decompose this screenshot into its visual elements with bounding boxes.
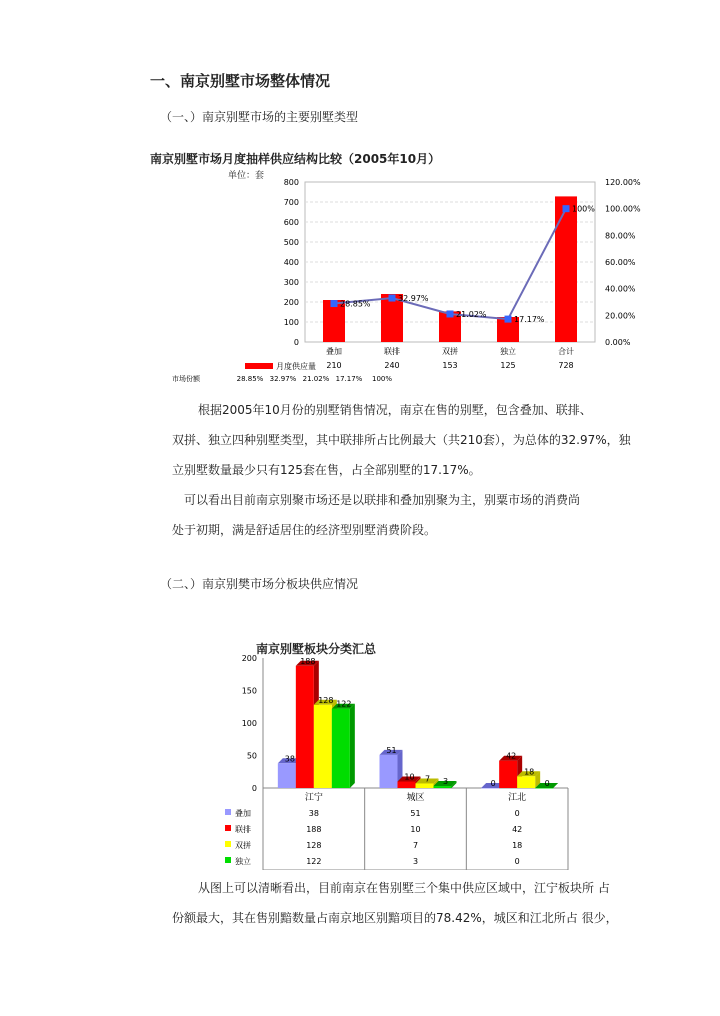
y-tick-label: 500 [283, 238, 299, 247]
y-tick-label: 600 [283, 218, 299, 227]
chart2-title: 南京别墅板块分类汇总 [256, 642, 377, 656]
y-tick-label: 0 [251, 784, 257, 793]
paragraph-line: 份额最大，其在售别黯数量占南京地区别黯项目的78.42%，城区和江北所占 很少， [172, 911, 618, 925]
supply-structure-chart [150, 172, 680, 387]
share-row-value: 28.85% [236, 375, 264, 383]
y2-tick-label: 80.00% [605, 231, 636, 241]
share-point-label: 100% [572, 204, 595, 214]
y-tick-label: 300 [283, 278, 299, 287]
y-tick-label: 50 [246, 751, 257, 761]
bar [278, 763, 296, 788]
table-cell: 7 [412, 841, 419, 850]
y2-tick-label: 100.00% [605, 204, 641, 214]
share-row-value: 21.02% [302, 375, 330, 383]
legend-label: 联排 [235, 825, 251, 834]
legend-swatch [225, 857, 231, 863]
bar [416, 783, 434, 788]
x-tick-label: 独立 [500, 347, 516, 356]
x-tick-label: 双拼 [442, 347, 458, 356]
share-point-label: 32.97% [398, 294, 429, 304]
bar-value-label: 0 [544, 779, 550, 788]
paragraph-line: 处于初期，满是舒适居住的经济型别墅消费阶段。 [172, 523, 437, 537]
paragraph-line: 立别墅数量最少只有125套在售，占全部别墅的17.17%。 [172, 463, 481, 477]
table-cell: 51 [410, 809, 421, 818]
y2-tick-label: 60.00% [605, 258, 636, 267]
subsection-heading-types: （一、）南京别墅市场的主要别墅类型 [160, 110, 359, 124]
table-cell: 122 [306, 857, 322, 866]
x-tick-label: 联排 [384, 347, 400, 356]
share-point [563, 205, 570, 212]
table-cell: 42 [512, 825, 523, 834]
y-tick-label: 700 [283, 198, 299, 207]
legend-label: 独立 [235, 857, 251, 866]
subsection-heading-districts: （二、）南京别樊市场分板块供应情况 [160, 577, 359, 591]
bar [555, 196, 577, 342]
bar-value-label: 18 [524, 767, 535, 777]
bar [314, 705, 332, 788]
y-tick-label: 100 [283, 318, 299, 327]
bar-value-label: 0 [490, 779, 496, 788]
bar [332, 709, 350, 788]
y-tick-label: 200 [283, 298, 299, 307]
bar-value-label: 240 [384, 361, 400, 370]
y-tick-label: 200 [241, 654, 257, 663]
table-cell: 128 [306, 841, 322, 850]
share-point [331, 300, 338, 307]
legend-swatch [245, 363, 273, 369]
table-cell: 18 [512, 841, 523, 850]
bar-value-label: 122 [336, 699, 352, 709]
paragraph-districts [172, 880, 618, 940]
bar [517, 776, 535, 788]
bar-value-label: 38 [284, 754, 295, 764]
paragraph-structure [172, 402, 631, 552]
y2-tick-label: 20.00% [605, 311, 636, 321]
share-point-label: 17.17% [514, 315, 545, 325]
section-heading: 一、南京别墅市场整体情况 [150, 72, 331, 90]
share-row-value: 17.17% [335, 375, 363, 383]
bar-value-label: 3 [442, 777, 449, 787]
chart1-title: 南京别墅市场月度抽样供应结构比较（2005年10月） [150, 152, 441, 166]
bar-value-label: 153 [442, 361, 458, 370]
y-tick-label: 800 [283, 178, 299, 187]
bar-value-label: 125 [500, 361, 516, 370]
legend-swatch [225, 825, 231, 831]
bar-value-label: 51 [386, 745, 397, 755]
legend-swatch [225, 841, 231, 847]
bar-value-label: 728 [558, 361, 574, 370]
chart1-unit: 单位：套 [228, 171, 265, 181]
y2-tick-label: 0.00% [605, 338, 631, 347]
bar-value-label: 128 [318, 695, 334, 705]
share-point-label: 21.02% [456, 309, 487, 319]
x-tick-label: 叠加 [326, 347, 342, 356]
bar-value-label: 7 [424, 774, 431, 784]
paragraph-line: 根据2005年10月份的别墅销售情况，南京在售的别墅，包含叠加、联排、 [198, 403, 592, 417]
x-tick-label: 江宁 [304, 793, 323, 803]
paragraph-line: 可以看出目前南京别聚市场还是以联排和叠加别聚为主，别粟市场的消费尚 [184, 493, 581, 507]
x-tick-label: 江北 [508, 793, 527, 803]
share-point [505, 316, 512, 323]
table-cell: 0 [514, 857, 520, 866]
table-cell: 38 [308, 809, 319, 818]
y2-tick-label: 120.00% [605, 178, 641, 187]
bar [398, 782, 416, 789]
share-row-value: 100% [371, 375, 393, 383]
share-point [389, 295, 396, 302]
bar [380, 755, 398, 788]
share-row-label: 市场份额 [172, 375, 200, 383]
share-point-label: 28.85% [340, 299, 371, 309]
bar-value-label: 210 [326, 361, 342, 370]
x-tick-label: 合计 [558, 347, 574, 356]
bar-side [350, 704, 355, 788]
bar-value-label: 10 [404, 772, 415, 782]
y-tick-label: 100 [241, 719, 257, 728]
y-tick-label: 0 [293, 338, 299, 347]
bar [296, 666, 314, 788]
paragraph-line: 双拼、独立四种别墅类型，其中联排所占比例最大（共210套），为总体的32.97%，独 [172, 433, 631, 447]
legend-label: 叠加 [235, 809, 251, 818]
bar-value-label: 188 [300, 656, 316, 666]
share-point [447, 310, 454, 317]
y-tick-label: 400 [283, 258, 299, 267]
share-row-value: 32.97% [269, 375, 297, 383]
legend-label: 月度供应量 [276, 362, 316, 371]
table-cell: 3 [412, 857, 419, 866]
paragraph-line: 从图上可以清晰看出，目前南京在售别墅三个集中供应区域中，江宁板块所 占 [198, 881, 610, 895]
x-tick-label: 城区 [406, 793, 425, 803]
legend-label: 双拼 [235, 841, 251, 850]
bar [481, 788, 499, 789]
bar [434, 786, 452, 788]
y2-tick-label: 40.00% [605, 284, 636, 294]
district-summary-chart [215, 650, 575, 870]
y-tick-label: 150 [241, 686, 257, 696]
legend-swatch [225, 809, 231, 815]
table-cell: 188 [306, 825, 322, 834]
table-cell: 0 [514, 809, 520, 818]
bar [535, 788, 553, 789]
bar-value-label: 42 [506, 751, 517, 761]
table-cell: 10 [410, 825, 421, 834]
bar [499, 761, 517, 788]
